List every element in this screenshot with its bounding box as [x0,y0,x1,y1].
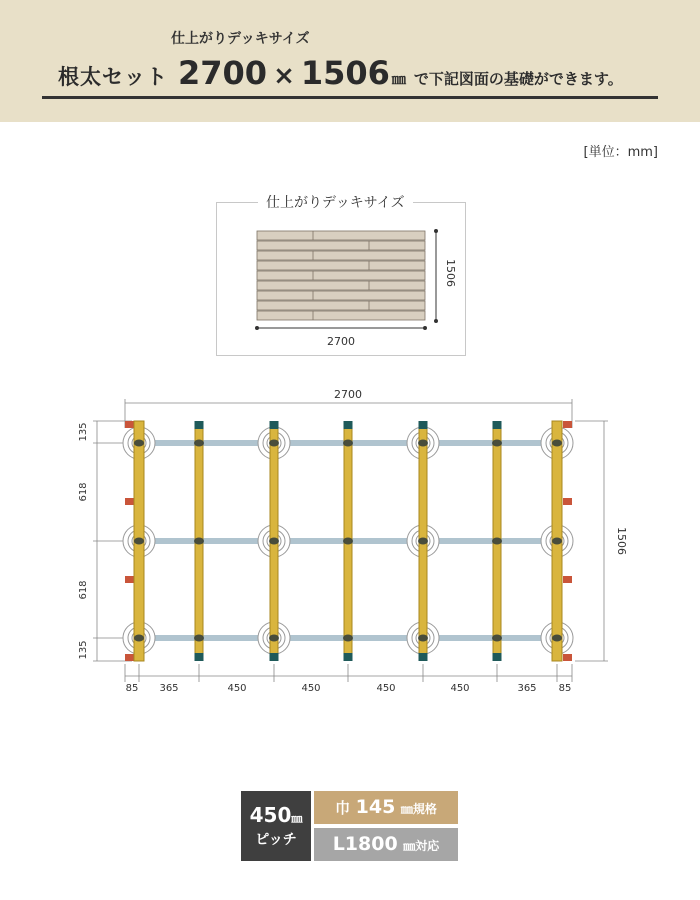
plan-height-label: 1506 [615,527,628,555]
plan-width-label: 2700 [334,388,362,401]
deck-height-label: 1506 [444,259,457,287]
unit-note: [単位：mm] [583,145,658,160]
deck-boards [257,231,425,320]
joist [194,421,204,661]
deck-board [257,231,425,240]
left-dim-label: 135 [78,640,89,660]
header-lead: 根太セット [58,65,168,89]
deck-board [257,241,425,250]
bottom-dim-label: 85 [125,683,139,694]
width-suffix: ㎜規格 [400,802,437,816]
bottom-dim-label: 450 [450,683,470,694]
joist [269,421,279,661]
joists [134,421,562,661]
header-subtitle: 仕上がりデッキサイズ [171,31,310,47]
left-dimension-labels [78,422,89,659]
pitch-unit: ㎜ [291,812,303,825]
header-depth: 1506 [300,54,390,92]
joist [134,421,144,661]
length-suffix: ㎜対応 [403,839,440,853]
header-times: × [273,61,295,91]
deck-board [257,251,425,260]
width-spec-badge [314,791,458,824]
deck-board [257,261,425,270]
deck-board [257,301,425,310]
header-width: 2700 [178,54,268,92]
length-value: L1800 [332,833,398,855]
deck-preview-title: 仕上がりデッキサイズ [258,192,413,212]
deck-board [257,281,425,290]
left-dim-label: 618 [78,482,89,502]
width-prefix: 巾 [335,799,351,817]
bottom-dim-label: 450 [301,683,321,694]
joist [418,421,428,661]
joist [492,421,502,661]
deck-width-label: 2700 [327,335,355,348]
bottom-dimension-labels [126,683,572,694]
deck-board [257,291,425,300]
pitch-label: ピッチ [255,832,297,848]
left-dim-label: 618 [78,580,89,600]
bottom-dim-label: 85 [558,683,572,694]
header-tail: で下記図面の基礎ができます。 [413,70,623,88]
deck-board [257,271,425,280]
width-value: 145 [355,796,396,818]
deck-board [257,311,425,320]
joist [552,421,562,661]
length-spec-badge [314,828,458,861]
joist [343,421,353,661]
left-dim-label: 135 [78,422,89,442]
header-unit: ㎜ [391,72,406,88]
bottom-dim-label: 365 [159,683,179,694]
bottom-dim-label: 450 [227,683,247,694]
pitch-value: 450 [249,803,292,827]
bottom-dim-label: 365 [517,683,537,694]
pitch-badge [241,791,311,861]
bottom-dim-label: 450 [376,683,396,694]
